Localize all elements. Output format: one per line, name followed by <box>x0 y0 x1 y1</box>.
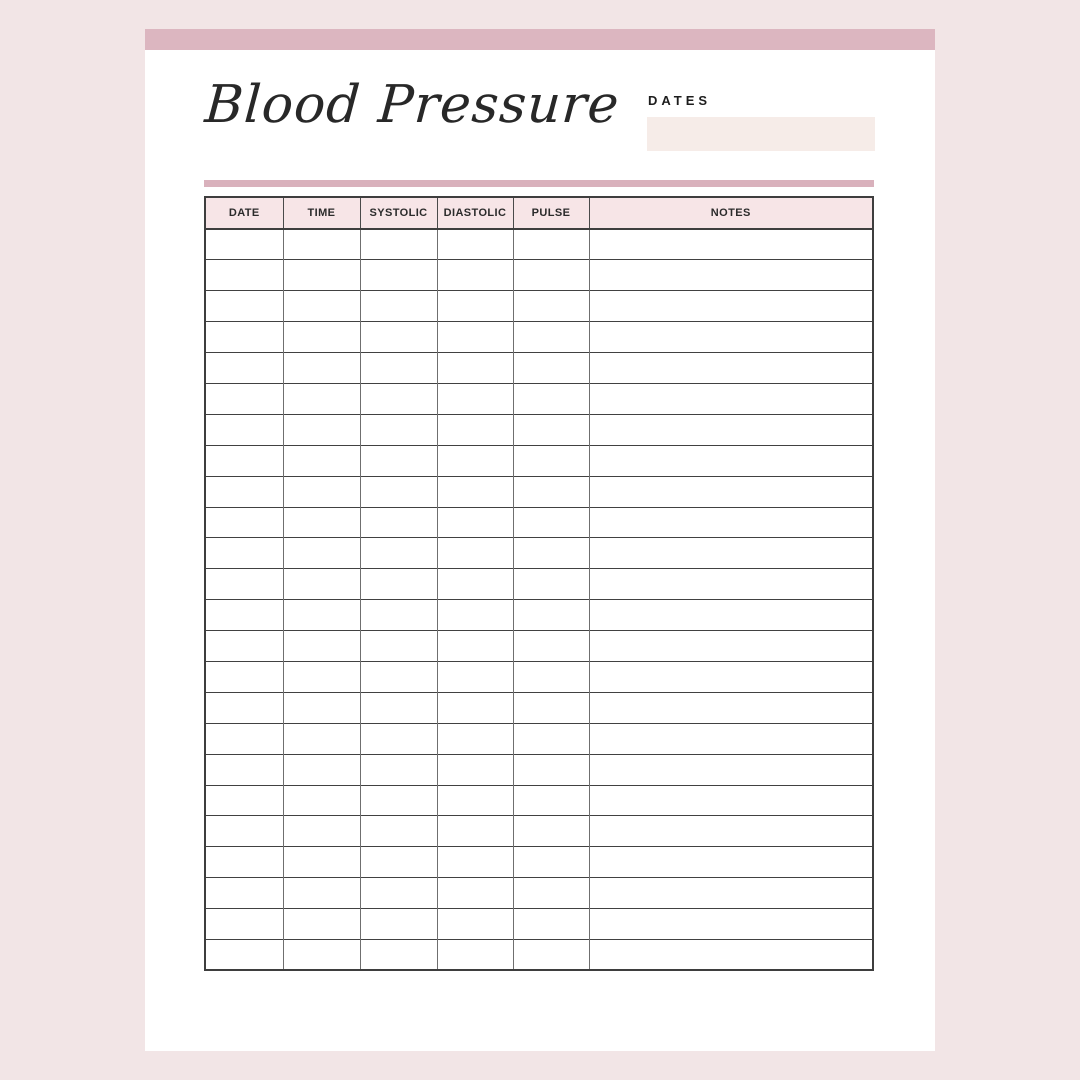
title-divider-bar <box>204 180 874 187</box>
table-body <box>205 229 873 970</box>
table-cell-systolic[interactable] <box>360 353 437 384</box>
table-cell-date[interactable] <box>205 816 283 847</box>
column-header-notes: NOTES <box>589 197 873 229</box>
dates-input[interactable] <box>647 117 875 151</box>
table-row <box>205 878 873 909</box>
table-cell-time[interactable] <box>283 754 360 785</box>
table-cell-date[interactable] <box>205 538 283 569</box>
table-cell-diastolic[interactable] <box>437 692 513 723</box>
table-cell-pulse[interactable] <box>513 600 589 631</box>
table-cell-systolic[interactable] <box>360 476 437 507</box>
table-header-row <box>205 197 873 229</box>
table-cell-time[interactable] <box>283 723 360 754</box>
table-cell-date[interactable] <box>205 939 283 970</box>
page-top-accent-bar <box>145 29 935 50</box>
table-cell-time[interactable] <box>283 661 360 692</box>
table-cell-date[interactable] <box>205 661 283 692</box>
table-cell-notes[interactable] <box>589 353 873 384</box>
table-cell-notes[interactable] <box>589 538 873 569</box>
table-cell-notes[interactable] <box>589 631 873 662</box>
table-row <box>205 816 873 847</box>
table-cell-pulse[interactable] <box>513 878 589 909</box>
table-cell-time[interactable] <box>283 878 360 909</box>
table-row <box>205 661 873 692</box>
column-header-diastolic: DIASTOLIC <box>437 197 513 229</box>
table-cell-notes[interactable] <box>589 878 873 909</box>
table-header-row <box>205 197 873 229</box>
table-cell-systolic[interactable] <box>360 291 437 322</box>
table-cell-systolic[interactable] <box>360 569 437 600</box>
table-cell-date[interactable] <box>205 229 283 260</box>
table-row <box>205 692 873 723</box>
table-cell-pulse[interactable] <box>513 229 589 260</box>
table-cell-notes[interactable] <box>589 600 873 631</box>
table-cell-diastolic[interactable] <box>437 353 513 384</box>
table-row <box>205 322 873 353</box>
table-cell-date[interactable] <box>205 569 283 600</box>
table-cell-pulse[interactable] <box>513 785 589 816</box>
table-row <box>205 291 873 322</box>
table-cell-diastolic[interactable] <box>437 229 513 260</box>
table-cell-notes[interactable] <box>589 476 873 507</box>
table-cell-time[interactable] <box>283 291 360 322</box>
table-cell-pulse[interactable] <box>513 909 589 940</box>
table-cell-diastolic[interactable] <box>437 631 513 662</box>
table-cell-date[interactable] <box>205 785 283 816</box>
table-cell-diastolic[interactable] <box>437 600 513 631</box>
table-cell-notes[interactable] <box>589 723 873 754</box>
table-cell-time[interactable] <box>283 538 360 569</box>
table-row <box>205 785 873 816</box>
table-cell-notes[interactable] <box>589 816 873 847</box>
blood-pressure-table <box>204 196 874 971</box>
table-cell-date[interactable] <box>205 353 283 384</box>
table-cell-time[interactable] <box>283 414 360 445</box>
table-cell-pulse[interactable] <box>513 353 589 384</box>
table-cell-pulse[interactable] <box>513 383 589 414</box>
table-cell-date[interactable] <box>205 909 283 940</box>
table-cell-pulse[interactable] <box>513 569 589 600</box>
table-row <box>205 260 873 291</box>
table-cell-systolic[interactable] <box>360 785 437 816</box>
table-cell-pulse[interactable] <box>513 692 589 723</box>
table-cell-systolic[interactable] <box>360 631 437 662</box>
table-cell-diastolic[interactable] <box>437 414 513 445</box>
table-cell-pulse[interactable] <box>513 631 589 662</box>
table-cell-pulse[interactable] <box>513 260 589 291</box>
table-cell-date[interactable] <box>205 878 283 909</box>
page-title: Blood Pressure <box>202 75 622 135</box>
table-cell-pulse[interactable] <box>513 661 589 692</box>
table-cell-pulse[interactable] <box>513 538 589 569</box>
column-header-date: DATE <box>205 197 283 229</box>
table-cell-notes[interactable] <box>589 661 873 692</box>
table-row <box>205 600 873 631</box>
table-cell-notes[interactable] <box>589 260 873 291</box>
table-cell-time[interactable] <box>283 322 360 353</box>
table-row <box>205 754 873 785</box>
table-cell-date[interactable] <box>205 476 283 507</box>
table-cell-notes[interactable] <box>589 569 873 600</box>
table-cell-pulse[interactable] <box>513 816 589 847</box>
table-cell-diastolic[interactable] <box>437 322 513 353</box>
table-row <box>205 445 873 476</box>
table-cell-date[interactable] <box>205 414 283 445</box>
table-cell-systolic[interactable] <box>360 383 437 414</box>
table-cell-notes[interactable] <box>589 414 873 445</box>
table-cell-time[interactable] <box>283 939 360 970</box>
table-cell-systolic[interactable] <box>360 661 437 692</box>
table-cell-time[interactable] <box>283 229 360 260</box>
column-header-systolic: SYSTOLIC <box>360 197 437 229</box>
table-cell-time[interactable] <box>283 631 360 662</box>
table-cell-pulse[interactable] <box>513 322 589 353</box>
table-cell-systolic[interactable] <box>360 878 437 909</box>
table-cell-date[interactable] <box>205 692 283 723</box>
table-cell-diastolic[interactable] <box>437 445 513 476</box>
table-cell-systolic[interactable] <box>360 754 437 785</box>
table-row <box>205 569 873 600</box>
table-cell-date[interactable] <box>205 507 283 538</box>
table-cell-diastolic[interactable] <box>437 723 513 754</box>
table-cell-pulse[interactable] <box>513 939 589 970</box>
table-cell-diastolic[interactable] <box>437 538 513 569</box>
table-cell-time[interactable] <box>283 909 360 940</box>
table-cell-notes[interactable] <box>589 383 873 414</box>
table-cell-notes[interactable] <box>589 291 873 322</box>
table-cell-pulse[interactable] <box>513 476 589 507</box>
table-cell-time[interactable] <box>283 600 360 631</box>
table-row <box>205 414 873 445</box>
table-row <box>205 847 873 878</box>
table-cell-time[interactable] <box>283 476 360 507</box>
table-cell-notes[interactable] <box>589 322 873 353</box>
table-cell-time[interactable] <box>283 353 360 384</box>
table-cell-systolic[interactable] <box>360 939 437 970</box>
table-cell-diastolic[interactable] <box>437 661 513 692</box>
table-cell-time[interactable] <box>283 816 360 847</box>
table-cell-date[interactable] <box>205 847 283 878</box>
column-header-time: TIME <box>283 197 360 229</box>
table-cell-diastolic[interactable] <box>437 383 513 414</box>
table-cell-pulse[interactable] <box>513 754 589 785</box>
table-cell-date[interactable] <box>205 754 283 785</box>
table-cell-notes[interactable] <box>589 445 873 476</box>
column-header-pulse: PULSE <box>513 197 589 229</box>
table-cell-systolic[interactable] <box>360 909 437 940</box>
table-cell-pulse[interactable] <box>513 507 589 538</box>
table-cell-date[interactable] <box>205 445 283 476</box>
table-row <box>205 631 873 662</box>
table-cell-systolic[interactable] <box>360 414 437 445</box>
table-cell-diastolic[interactable] <box>437 909 513 940</box>
table-cell-systolic[interactable] <box>360 816 437 847</box>
table-row <box>205 476 873 507</box>
table-cell-diastolic[interactable] <box>437 816 513 847</box>
table-cell-time[interactable] <box>283 847 360 878</box>
table-cell-pulse[interactable] <box>513 847 589 878</box>
table-cell-pulse[interactable] <box>513 414 589 445</box>
table-cell-time[interactable] <box>283 445 360 476</box>
table-cell-systolic[interactable] <box>360 322 437 353</box>
table-cell-pulse[interactable] <box>513 723 589 754</box>
table-cell-time[interactable] <box>283 569 360 600</box>
table-cell-notes[interactable] <box>589 754 873 785</box>
table-cell-systolic[interactable] <box>360 538 437 569</box>
table-cell-diastolic[interactable] <box>437 847 513 878</box>
table-row <box>205 507 873 538</box>
table-cell-time[interactable] <box>283 785 360 816</box>
table-cell-time[interactable] <box>283 507 360 538</box>
table-cell-notes[interactable] <box>589 229 873 260</box>
table-cell-diastolic[interactable] <box>437 291 513 322</box>
table-cell-systolic[interactable] <box>360 723 437 754</box>
table-row <box>205 229 873 260</box>
table-cell-diastolic[interactable] <box>437 569 513 600</box>
table-row <box>205 383 873 414</box>
table-row <box>205 909 873 940</box>
table-cell-time[interactable] <box>283 692 360 723</box>
table-cell-pulse[interactable] <box>513 291 589 322</box>
table-cell-notes[interactable] <box>589 847 873 878</box>
table-cell-notes[interactable] <box>589 507 873 538</box>
table-cell-date[interactable] <box>205 322 283 353</box>
table-row <box>205 939 873 970</box>
table-cell-diastolic[interactable] <box>437 785 513 816</box>
table-cell-notes[interactable] <box>589 692 873 723</box>
table-cell-date[interactable] <box>205 260 283 291</box>
table-cell-systolic[interactable] <box>360 507 437 538</box>
table-cell-systolic[interactable] <box>360 600 437 631</box>
table-cell-systolic[interactable] <box>360 847 437 878</box>
table-cell-notes[interactable] <box>589 785 873 816</box>
table-cell-diastolic[interactable] <box>437 939 513 970</box>
table-cell-date[interactable] <box>205 631 283 662</box>
table-cell-date[interactable] <box>205 291 283 322</box>
table-cell-diastolic[interactable] <box>437 878 513 909</box>
table-cell-date[interactable] <box>205 383 283 414</box>
table-cell-diastolic[interactable] <box>437 476 513 507</box>
table-cell-systolic[interactable] <box>360 445 437 476</box>
table-cell-systolic[interactable] <box>360 229 437 260</box>
table-cell-date[interactable] <box>205 723 283 754</box>
table-cell-notes[interactable] <box>589 939 873 970</box>
table-cell-diastolic[interactable] <box>437 260 513 291</box>
table-cell-pulse[interactable] <box>513 445 589 476</box>
dates-label: DATES <box>648 93 712 108</box>
table-cell-time[interactable] <box>283 260 360 291</box>
table-cell-time[interactable] <box>283 383 360 414</box>
table-row <box>205 538 873 569</box>
table-cell-diastolic[interactable] <box>437 507 513 538</box>
table-cell-systolic[interactable] <box>360 692 437 723</box>
table-cell-diastolic[interactable] <box>437 754 513 785</box>
table-row <box>205 723 873 754</box>
printable-page <box>145 29 935 1051</box>
table-cell-notes[interactable] <box>589 909 873 940</box>
table-cell-systolic[interactable] <box>360 260 437 291</box>
table-cell-date[interactable] <box>205 600 283 631</box>
table-row <box>205 353 873 384</box>
